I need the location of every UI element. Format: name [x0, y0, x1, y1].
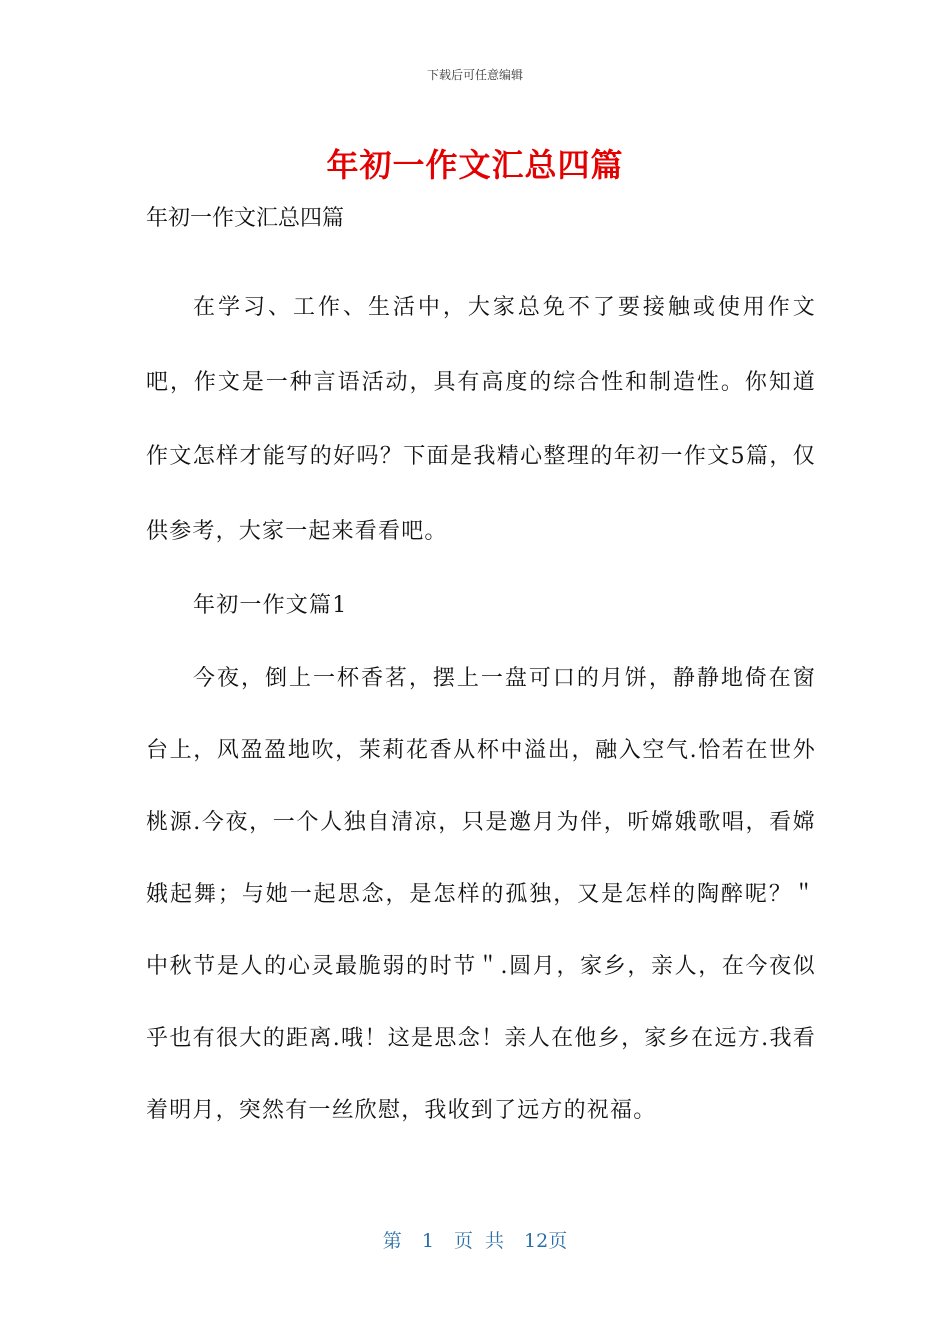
intro-paragraph: 在学习、工作、生活中，大家总免不了要接触或使用作文吧，作文是一种言语活动，具有高度的综合性和制造性。你知道作文怎样才能写的好吗？下面是我精心整理的年初一作文5篇，仅供参考，大家一起来看看吧。 [146, 295, 816, 544]
section-heading: 年初一作文篇1 [193, 593, 348, 618]
header-note: 下载后可任意编辑 [426, 68, 523, 82]
total-pages: 12页 [524, 1230, 568, 1252]
page-footer [0, 1226, 950, 1253]
current-page-number: 1 [421, 1230, 434, 1252]
document-body [146, 197, 816, 1147]
section-paragraph: 今夜，倒上一杯香茗，摆上一盘可口的月饼，静静地倚在窗台上，风盈盈地吹，茉莉花香从杯中溢出，融入空气.恰若在世外桃源.今夜，一个人独自清凉，只是邀月为伴，听嫦娥歌唱，看嫦娥起舞；与她一起思念，是怎样的孤独，又是怎样的陶醉呢？＂中秋节是人的心灵最脆弱的时节＂.圆月，家乡，亲人，在今夜似乎也有很大的距离.哦！这是思念！亲人在他乡，家乡在远方.我看着明月，突然有一丝欣慰，我收到了远方的祝福。 [146, 666, 816, 1123]
page-label-prefix: 第 [382, 1230, 402, 1252]
document-subtitle: 年初一作文汇总四篇 [146, 206, 345, 231]
page-label-mid: 页 共 [453, 1230, 504, 1252]
document-title: 年初一作文汇总四篇 [326, 146, 624, 184]
